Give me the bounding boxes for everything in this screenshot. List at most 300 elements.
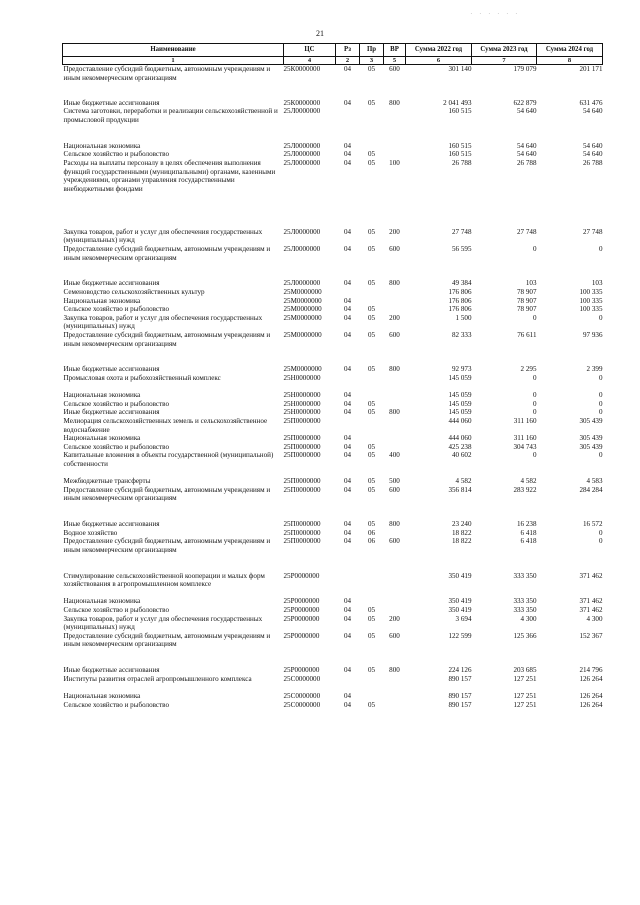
row-sum-2023: 76 611 [517,331,537,339]
row-vr [384,675,406,692]
row-sum-2024: 214 796 [579,666,603,675]
row-rz: 04 [343,296,352,305]
row-pr [360,288,384,297]
row-sum-2024: 126 264 [579,692,603,701]
page-number: 21 [316,29,324,38]
header-row [63,44,603,57]
row-sum-2024: 126 264 [579,700,603,709]
row-rz [336,572,360,598]
row-pr: 05 [367,245,376,254]
row-rz: 04 [343,451,352,460]
row-pr: 05 [367,666,376,675]
row-sum-2022: 444 060 [448,416,472,425]
row-vr [384,374,406,391]
row-sum-2023: 6 418 [520,537,537,546]
row-vr: 800 [389,408,400,417]
row-sum-2023: 78 907 [516,305,537,314]
table-row [63,331,603,365]
table-row [63,572,603,598]
row-pr [360,597,384,606]
row-sum-2024: 54 640 [582,150,603,159]
row-name: Национальная экономика [63,391,141,400]
row-pr: 05 [367,227,376,236]
row-cs: 25Л0000000 [283,279,321,288]
header-vr: ВР [384,44,406,57]
row-sum-2022: 82 333 [451,331,472,339]
row-pr [360,417,384,434]
table-row [63,443,603,452]
row-name: Национальная экономика [63,296,141,305]
table-row [63,305,603,314]
row-rz: 04 [343,614,352,623]
row-sum-2024: 0 [598,399,603,408]
row-name: Иные бюджетные ассигнования [63,520,160,529]
row-sum-2022: 176 806 [448,305,472,314]
row-rz: 04 [343,305,352,314]
row-name: Мелиорация сельскохозяйственных земель и сельскохозяйственное водоснабжение [63,416,268,434]
row-pr [360,107,384,141]
table-row [63,99,603,108]
row-sum-2023: 0 [532,451,537,460]
row-cs: 25Р0000000 [283,631,320,640]
row-name: Иные бюджетные ассигнования [63,408,160,417]
header-sum-2023: Сумма 2023 год [472,44,537,57]
row-sum-2023: 54 640 [516,141,537,150]
row-name: Стимулирование сельскохозяйственной кооперации и малых форм хозяйствования в агропромышленном комплексе [63,571,265,589]
row-vr: 600 [389,245,400,254]
row-vr: 800 [389,365,400,374]
row-name: Иные бюджетные ассигнования [63,365,160,374]
row-sum-2023: 127 251 [513,700,537,709]
row-sum-2022: 356 814 [448,485,472,494]
row-name: Предоставление субсидий бюджетным, автономным учреждениям и иным некоммерческим организациям [63,485,271,503]
header-number: 8 [537,57,603,65]
row-sum-2022: 49 384 [451,279,472,288]
row-sum-2022: 122 599 [448,631,472,640]
row-sum-2024: 371 462 [579,571,603,580]
row-sum-2024: 4 583 [586,477,603,486]
table-row [63,297,603,306]
row-vr: 600 [389,65,400,73]
row-vr: 200 [389,614,400,623]
row-sum-2022: 145 059 [448,391,472,400]
row-sum-2022: 890 157 [448,692,472,701]
row-cs: 25Р0000000 [283,606,320,615]
row-rz: 04 [343,485,352,494]
row-pr: 05 [367,98,376,107]
row-sum-2023: 78 907 [516,288,537,297]
header-rz: Рз [336,44,360,57]
row-cs: 25С0000000 [283,692,321,701]
row-sum-2023: 78 907 [516,296,537,305]
table-row [63,692,603,701]
row-name: Национальная экономика [63,597,141,606]
row-name: Предоставление субсидий бюджетным, автономным учреждениям и иным некоммерческим организациям [63,537,271,554]
row-rz: 04 [343,159,352,168]
row-rz: 04 [343,477,352,486]
row-pr: 05 [367,365,376,374]
row-sum-2022: 18 822 [451,537,472,546]
table-row [63,486,603,520]
table-row [63,288,603,297]
row-sum-2023: 125 366 [513,631,537,640]
row-name: Национальная экономика [63,434,141,443]
header-number: 7 [472,57,537,65]
row-cs: 25П0000000 [283,537,321,546]
row-rz: 04 [343,692,352,701]
row-vr: 200 [389,227,400,236]
row-pr [360,391,384,400]
row-sum-2022: 56 595 [451,245,472,254]
row-pr [360,434,384,443]
row-rz: 04 [343,700,352,709]
row-rz: 04 [343,98,352,107]
row-pr: 05 [367,631,376,640]
row-pr: 05 [367,485,376,494]
row-name: Сельское хозяйство и рыболовство [63,399,170,408]
row-sum-2023: 0 [532,245,537,254]
row-sum-2023: 333 350 [513,606,537,615]
row-cs: 25Л0000000 [283,107,321,116]
table-row [63,374,603,391]
row-sum-2024: 27 748 [582,227,603,236]
header-number: 4 [284,57,336,65]
row-sum-2023: 54 640 [516,150,537,159]
row-cs: 25К0000000 [283,98,321,107]
row-pr: 05 [367,442,376,451]
header-name: Наименование [63,44,284,57]
row-cs: 25Н0000000 [283,399,321,408]
table-row [63,314,603,331]
row-sum-2023: 0 [532,391,537,400]
row-vr [384,434,406,443]
row-rz: 04 [343,331,352,339]
row-sum-2024: 201 171 [579,65,603,73]
row-name: Система заготовки, переработки и реализации сельскохозяйственной и промысловой продукции [63,107,278,125]
row-pr: 05 [367,614,376,623]
row-rz: 04 [343,537,352,546]
row-sum-2023: 622 879 [513,98,537,107]
row-rz: 04 [343,520,352,529]
row-vr: 500 [389,477,400,486]
row-sum-2024: 0 [598,408,603,417]
row-sum-2022: 18 822 [451,528,472,537]
row-sum-2024: 26 788 [582,159,603,168]
table-row [63,142,603,151]
row-vr: 400 [389,451,400,460]
row-rz: 04 [343,245,352,254]
row-sum-2022: 27 748 [451,227,472,236]
row-name: Национальная экономика [63,692,141,701]
row-sum-2024: 631 476 [579,98,603,107]
row-sum-2024: 16 572 [582,520,603,529]
row-name: Сельское хозяйство и рыболовство [63,305,170,314]
row-pr: 05 [367,408,376,417]
row-vr [384,572,406,598]
row-rz: 04 [343,150,352,159]
row-sum-2022: 350 419 [448,571,472,580]
row-cs: 25М0000000 [283,288,322,297]
row-pr [360,675,384,692]
row-sum-2022: 350 419 [448,606,472,615]
row-vr [384,391,406,400]
row-sum-2023: 26 788 [516,159,537,168]
row-sum-2024: 0 [598,391,603,400]
row-pr: 05 [367,520,376,529]
row-sum-2024: 371 462 [579,597,603,606]
row-sum-2023: 54 640 [516,107,537,116]
row-pr: 05 [367,477,376,486]
row-sum-2024: 100 335 [579,296,603,305]
row-vr [384,288,406,297]
row-name: Предоставление субсидий бюджетным, автономным учреждениям и иным некоммерческим организациям [63,245,271,262]
table-row [63,107,603,141]
row-sum-2022: 301 140 [448,65,472,73]
table-row [63,451,603,477]
row-cs: 25К0000000 [283,65,321,73]
row-cs: 25Л0000000 [283,245,321,254]
row-cs: 25Р0000000 [283,597,320,606]
row-rz: 04 [343,434,352,443]
row-sum-2024: 97 936 [582,331,603,339]
header-cs: ЦС [284,44,336,57]
row-sum-2022: 26 788 [451,159,472,168]
row-sum-2022: 40 602 [451,451,472,460]
header-number: 2 [336,57,360,65]
row-rz [336,107,360,141]
table-row [63,666,603,675]
row-pr [360,297,384,306]
row-rz [336,675,360,692]
row-vr [384,305,406,314]
row-pr [360,692,384,701]
row-pr: 05 [367,399,376,408]
row-name: Предоставление субсидий бюджетным, автономным учреждениям и иным некоммерческим организациям [63,65,271,82]
row-sum-2024: 152 367 [579,631,603,640]
row-pr: 05 [367,313,376,322]
row-sum-2022: 4 582 [455,477,472,486]
row-rz: 04 [343,606,352,615]
row-pr [360,572,384,598]
row-vr [384,597,406,606]
row-sum-2023: 0 [532,373,537,382]
row-sum-2022: 444 060 [448,434,472,443]
header-number: 1 [63,57,284,65]
row-sum-2023: 2 295 [520,365,537,374]
row-name: Предоставление субсидий бюджетным, автономным учреждениям и иным некоммерческим организациям [63,331,271,348]
row-rz: 04 [343,279,352,288]
row-name: Промысловая охота и рыбохозяйственный комплекс [63,373,221,382]
row-rz: 04 [343,313,352,322]
row-sum-2023: 333 350 [513,571,537,580]
row-sum-2023: 0 [532,399,537,408]
row-sum-2022: 160 515 [448,150,472,159]
table-row [63,597,603,606]
row-pr: 05 [367,331,376,339]
row-sum-2024: 305 439 [579,416,603,425]
row-sum-2024: 100 335 [579,305,603,314]
row-name: Национальная экономика [63,141,141,150]
row-sum-2024: 0 [598,245,603,254]
row-cs: 25С0000000 [283,700,321,709]
table-row [63,434,603,443]
row-name: Сельское хозяйство и рыболовство [63,606,170,615]
row-sum-2024: 2 399 [586,365,603,374]
row-cs: 25П0000000 [283,485,321,494]
row-pr: 05 [367,305,376,314]
header-number: 5 [384,57,406,65]
table-row [63,65,603,99]
row-sum-2022: 176 806 [448,296,472,305]
table-row [63,400,603,409]
row-sum-2022: 145 059 [448,399,472,408]
table-row [63,391,603,400]
row-pr: 06 [367,537,376,546]
row-vr: 200 [389,313,400,322]
row-sum-2024: 284 284 [579,485,603,494]
row-cs: 25Н0000000 [283,391,321,400]
row-sum-2022: 145 059 [448,408,472,417]
row-vr: 800 [389,520,400,529]
row-sum-2024: 126 264 [579,674,603,683]
table-row [63,279,603,288]
table-row [63,408,603,417]
row-sum-2022: 2 041 493 [443,98,472,107]
row-vr: 100 [389,159,400,168]
row-sum-2024: 0 [598,451,603,460]
row-sum-2023: 127 251 [513,692,537,701]
row-rz: 04 [343,365,352,374]
row-sum-2024: 4 300 [586,614,603,623]
row-vr: 600 [389,331,400,339]
header-number: 6 [406,57,472,65]
header-sum-2024: Сумма 2024 год [537,44,603,57]
row-sum-2023: 4 582 [520,477,537,486]
row-name: Закупка товаров, работ и услуг для обеспечения государственных (муниципальных) нужд [63,313,263,331]
row-name: Предоставление субсидий бюджетным, автономным учреждениям и иным некоммерческим организациям [63,631,271,649]
table-row [63,150,603,159]
row-sum-2024: 0 [598,528,603,537]
row-pr: 05 [367,279,376,288]
table-row [63,615,603,632]
scan-marks: . . . . . . [470,10,520,16]
row-name: Капитальные вложения в объекты государственной (муниципальной) собственности [63,451,274,468]
row-sum-2023: 304 743 [513,442,537,451]
row-sum-2024: 54 640 [582,141,603,150]
row-name: Семеноводство сельскохозяйственных культур [63,288,205,297]
row-cs: 25М0000000 [283,365,322,374]
row-cs: 25М0000000 [283,296,322,305]
row-sum-2022: 92 973 [451,365,472,374]
row-vr [384,417,406,434]
row-rz: 04 [343,597,352,606]
row-name: Расходы на выплаты персоналу в целях обеспечения выполнения функций государственными (муниципальными) органами, казенными учреждениями, органами управления государственными внебюджетными фондами [63,159,276,193]
row-cs: 25Л0000000 [283,141,321,150]
row-sum-2023: 179 079 [513,65,537,73]
row-rz: 04 [343,399,352,408]
row-rz: 04 [343,141,352,150]
budget-table [62,43,603,709]
row-vr [384,107,406,141]
row-vr [384,400,406,409]
row-sum-2022: 3 694 [455,614,472,623]
row-pr: 05 [367,451,376,460]
row-vr: 800 [389,98,400,107]
row-sum-2024: 305 439 [579,434,603,443]
row-sum-2022: 160 515 [448,107,472,116]
table-row [63,632,603,666]
row-rz: 04 [343,631,352,640]
row-name: Водное хозяйство [63,528,118,537]
row-sum-2024: 0 [598,313,603,322]
row-cs: 25П0000000 [283,477,321,486]
row-cs: 25П0000000 [283,451,321,460]
row-sum-2022: 23 240 [451,520,472,529]
row-sum-2023: 103 [525,279,537,288]
table-row [63,365,603,374]
row-vr [384,701,406,710]
row-rz: 04 [343,666,352,675]
row-rz: 04 [343,408,352,417]
row-vr: 600 [389,537,400,546]
row-sum-2024: 54 640 [582,107,603,116]
header-number-row [63,57,603,65]
header-sum-2022: Сумма 2022 год [406,44,472,57]
row-rz: 04 [343,391,352,400]
row-vr: 800 [389,279,400,288]
row-pr: 06 [367,528,376,537]
row-vr [384,142,406,151]
row-sum-2022: 1 500 [455,313,472,322]
table-row [63,159,603,228]
table-row [63,529,603,538]
row-vr [384,606,406,615]
row-name: Сельское хозяйство и рыболовство [63,442,170,451]
row-sum-2023: 333 350 [513,597,537,606]
row-rz [336,288,360,297]
row-sum-2022: 224 126 [448,666,472,675]
row-name: Межбюджетные трансферты [63,477,151,486]
row-cs: 25Л0000000 [283,227,321,236]
row-name: Иные бюджетные ассигнования [63,279,160,288]
row-rz: 04 [343,442,352,451]
table-row [63,228,603,245]
row-rz: 04 [343,227,352,236]
row-cs: 25Р0000000 [283,571,320,580]
row-vr [384,692,406,701]
row-sum-2023: 311 160 [513,416,537,425]
row-cs: 25П0000000 [283,442,321,451]
row-cs: 25П0000000 [283,520,321,529]
row-cs: 25М0000000 [283,313,322,322]
row-pr: 05 [367,65,376,73]
table-row [63,701,603,710]
row-sum-2024: 0 [598,373,603,382]
row-sum-2024: 103 [591,279,603,288]
row-vr [384,443,406,452]
header-number: 3 [360,57,384,65]
row-cs: 25М0000000 [283,305,322,314]
row-name: Сельское хозяйство и рыболовство [63,700,170,709]
table-body [63,65,603,710]
row-sum-2022: 350 419 [448,597,472,606]
row-sum-2022: 425 238 [448,442,472,451]
row-pr: 05 [367,700,376,709]
row-rz [336,374,360,391]
row-sum-2023: 6 418 [520,528,537,537]
row-cs: 25Р0000000 [283,666,320,675]
row-vr: 600 [389,485,400,494]
